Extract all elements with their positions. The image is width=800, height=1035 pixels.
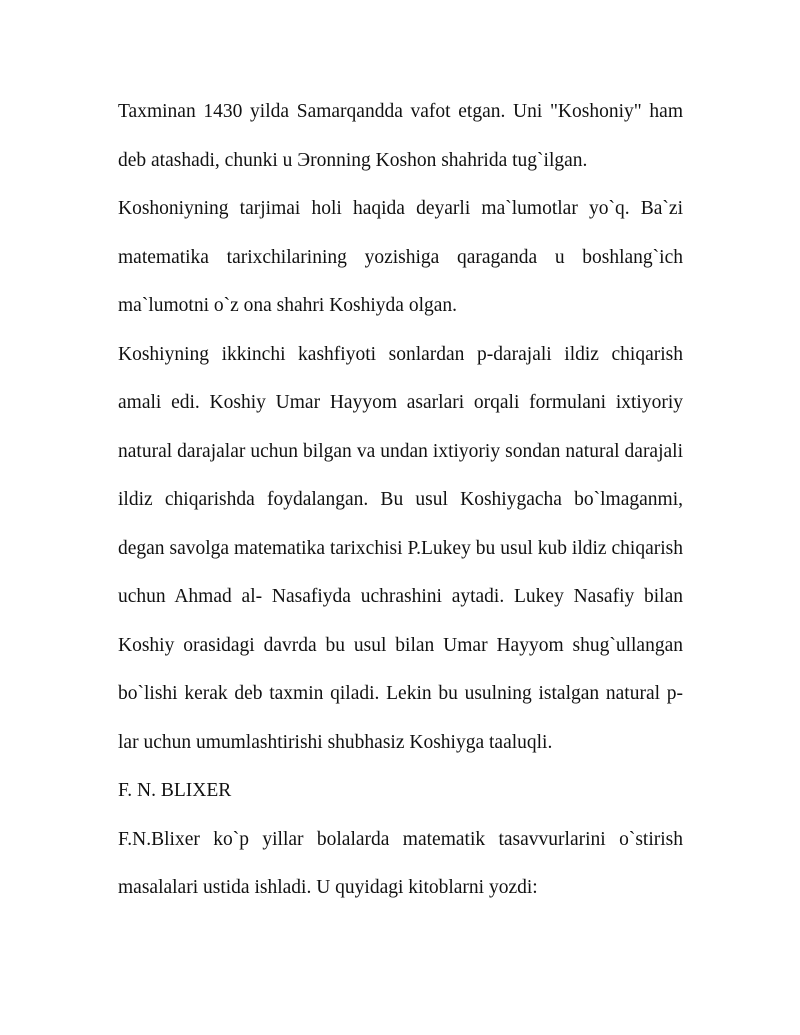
paragraph-death-and-birthplace: Taxminan 1430 yilda Samarqandda vafot etgan. Uni "Koshoniy" ham deb atashadi, chunki u Эronning Koshon shahrida tug`ilgan. — [118, 101, 683, 171]
paragraph-blixer-books: F.N.Blixer ko`p yillar bolalarda matematik tasavvurlarini o`stirish masalalari ustida ishladi. U quyidagi kitoblarni yozdi: — [118, 828, 683, 898]
paragraph-root-extraction: Koshiyning ikkinchi kashfiyoti sonlardan p-darajali ildiz chiqarish amali edi. Koshiy Umar Hayyom asarlari orqali formulani ixtiyoriy natural darajalar uchun bilgan va undan ixtiyoriy sondan natural darajali ildiz chiqarishda foydalangan. Bu usul Koshiygacha bo`lmaganmi, degan savolga matematika tarixchisi P.Lukey bu usul kub ildiz chiqarish uchun Ahmad al- Nasafiyda uchrashini aytadi. Lukey Nasafiy bilan Koshiy orasidagi davrda bu usul bilan Umar Hayyom shug`ullangan bo`lishi kerak deb taxmin qiladi. Lekin bu usulning istalgan natural p-lar uchun umumlashtirishi shubhasiz Koshiyga taaluqli. — [118, 343, 683, 753]
section-heading: F. N. BLIXER — [118, 780, 232, 801]
document-body — [118, 88, 683, 913]
paragraph-biography: Koshoniyning tarjimai holi haqida deyarli ma`lumotlar yo`q. Ba`zi matematika tarixchilarining yozishiga qaraganda u boshlang`ich ma`lumotni o`z ona shahri Koshiyda olgan. — [118, 198, 683, 316]
